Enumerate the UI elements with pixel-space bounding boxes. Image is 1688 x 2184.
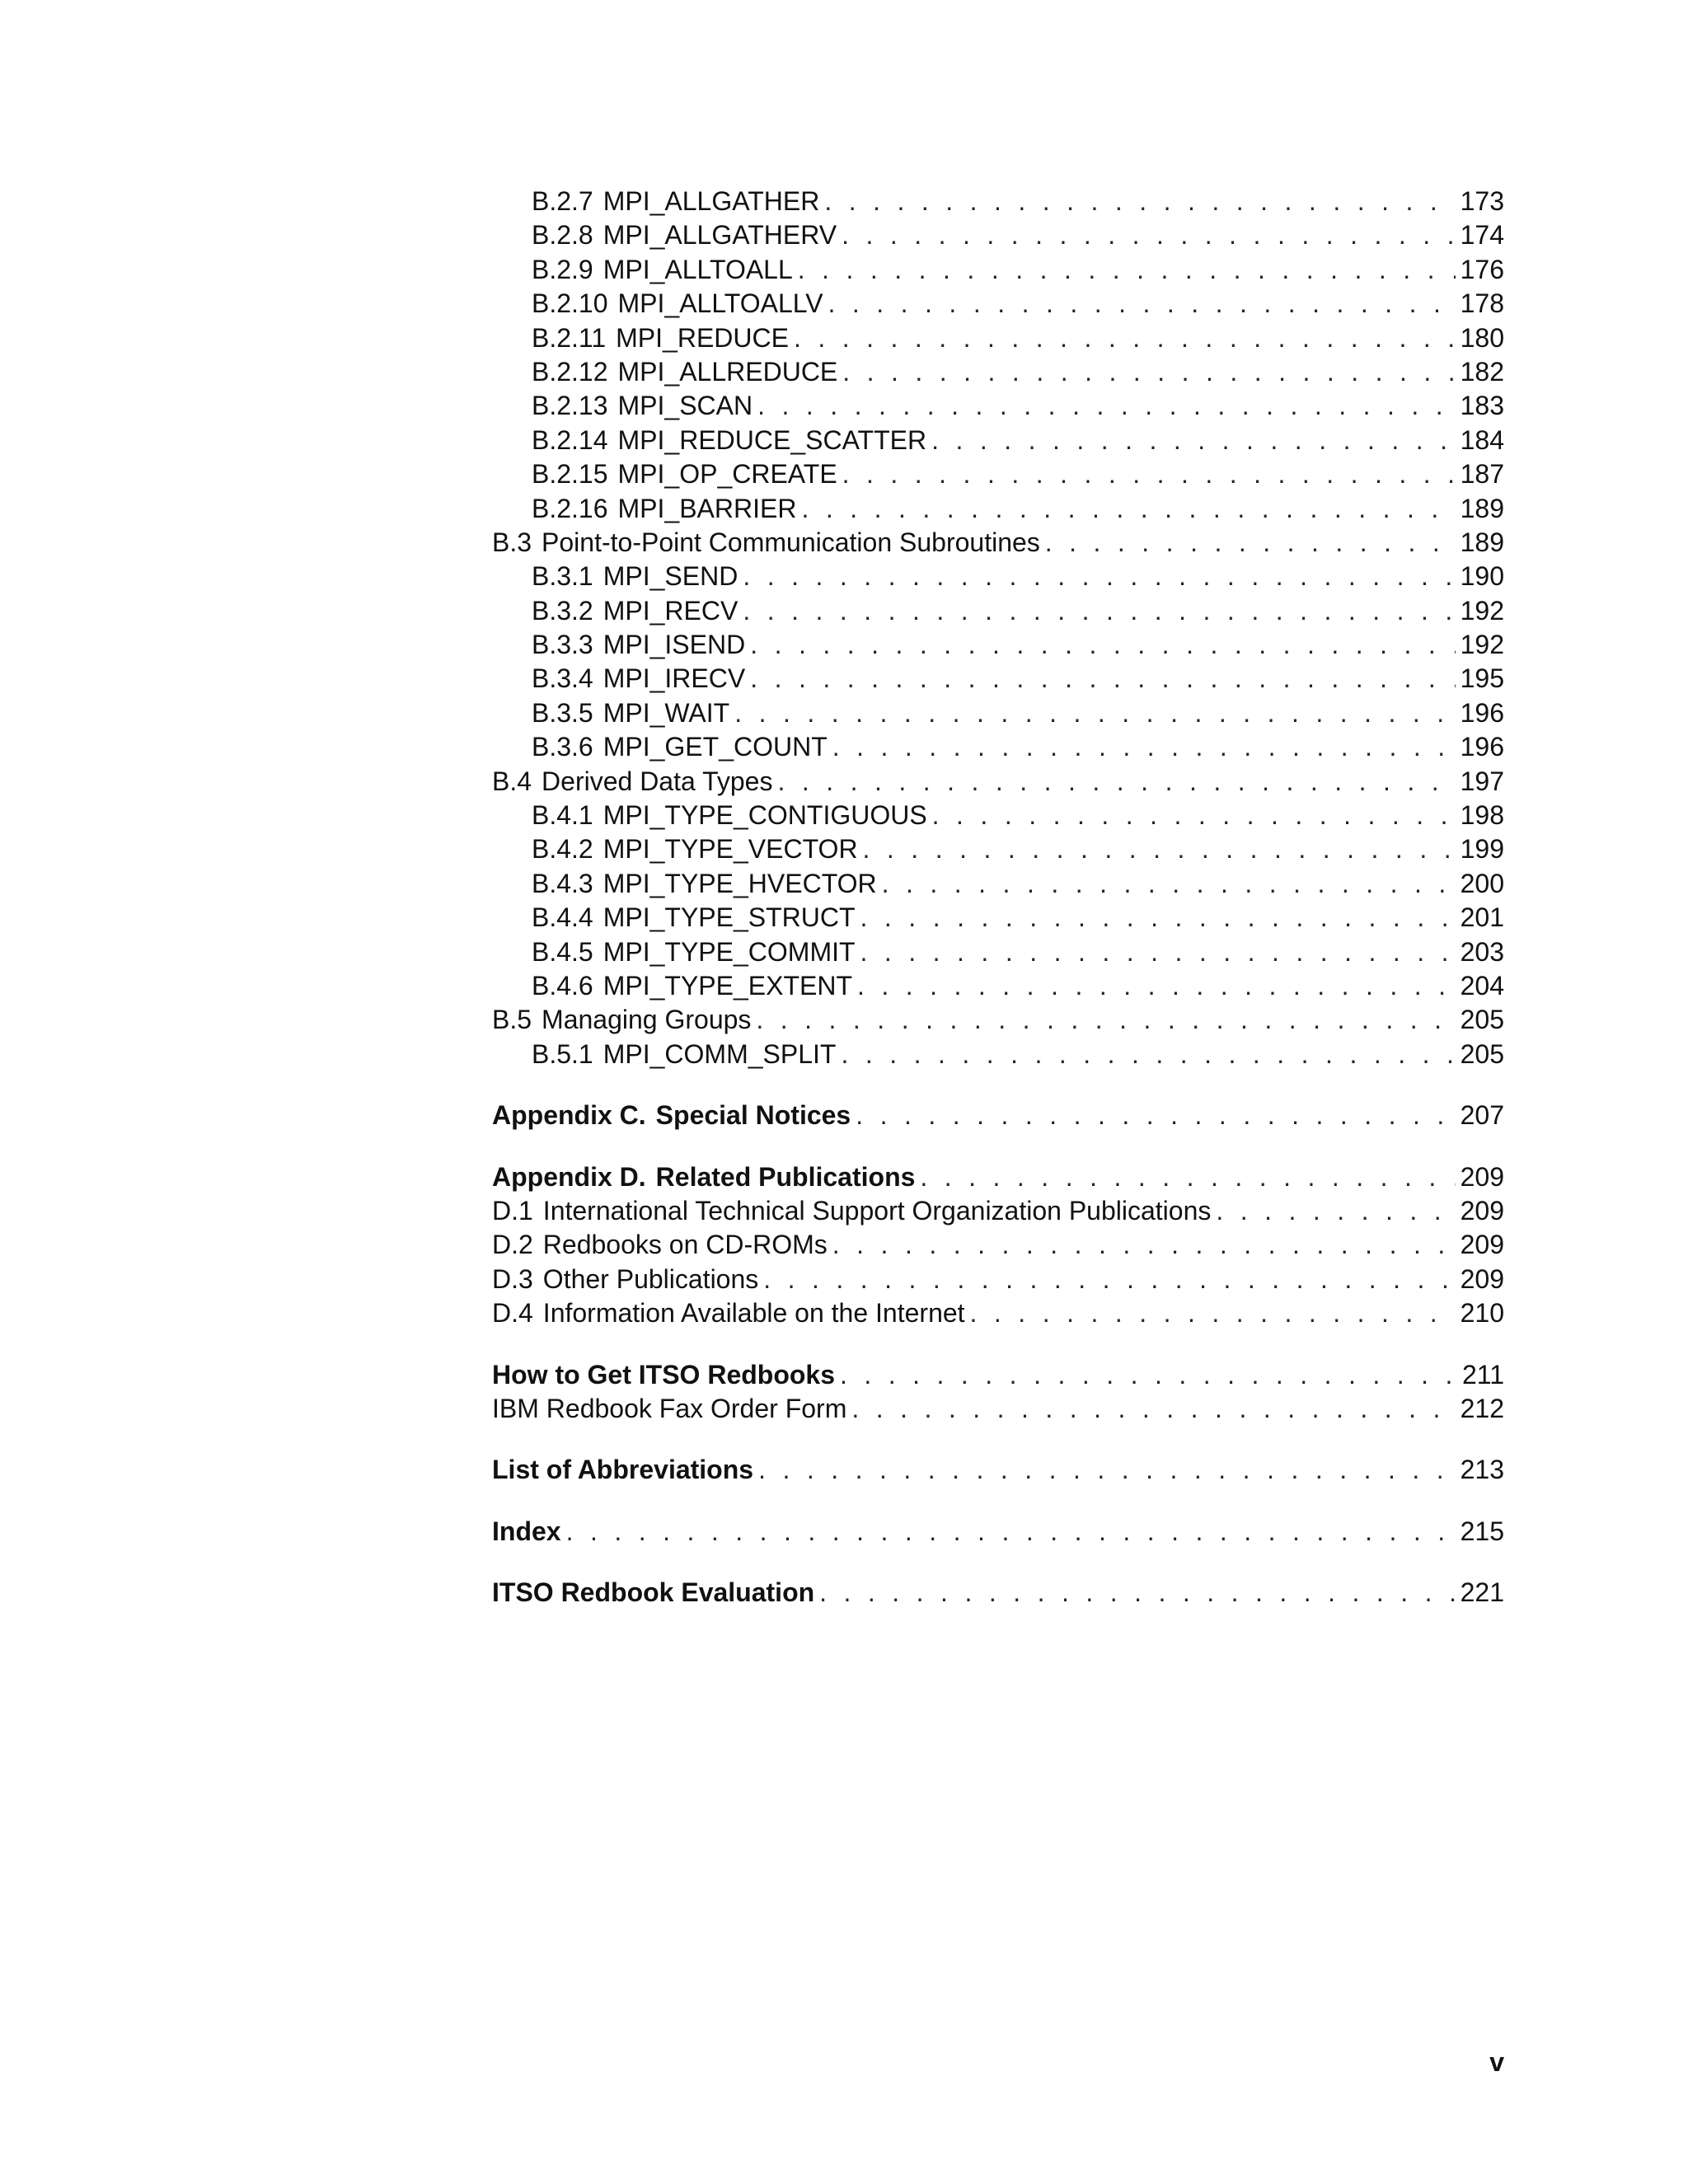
toc-entry-number: B.2.16 xyxy=(532,493,608,523)
toc-entry-title: MPI_TYPE_VECTOR xyxy=(603,834,858,865)
dot-leader xyxy=(756,1003,1455,1037)
toc-entry[interactable] xyxy=(492,218,1504,252)
toc-entry-number: B.3.2 xyxy=(532,595,593,626)
toc-entry[interactable] xyxy=(492,253,1504,287)
dot-leader xyxy=(832,1228,1456,1262)
toc-entry-title: MPI_SCAN xyxy=(617,391,753,421)
toc-entry[interactable] xyxy=(492,730,1504,764)
toc-entry-title: Derived Data Types xyxy=(542,766,773,796)
toc-entry-title: How to Get ITSO Redbooks xyxy=(492,1359,836,1390)
toc-entry-page: 189 xyxy=(1460,527,1504,557)
toc-entry[interactable] xyxy=(492,287,1504,321)
toc-entry-title: MPI_REDUCE_SCATTER xyxy=(617,424,927,455)
toc-entry-number: B.3.3 xyxy=(532,630,593,660)
toc-entry-page: 176 xyxy=(1460,254,1504,284)
dot-leader xyxy=(832,730,1456,764)
toc-entry-page: 197 xyxy=(1460,766,1504,796)
toc-entry-page: 187 xyxy=(1460,459,1504,490)
toc-entry-page: 183 xyxy=(1460,391,1504,421)
dot-leader xyxy=(863,832,1456,866)
toc-entry-number: B.3.6 xyxy=(532,732,593,762)
dot-leader xyxy=(970,1296,1456,1330)
toc-entry[interactable] xyxy=(492,1576,1504,1610)
toc-entry[interactable] xyxy=(492,1263,1504,1296)
toc-entry-page: 180 xyxy=(1460,322,1504,353)
toc-entry-title: Related Publications xyxy=(655,1161,916,1192)
toc-entry[interactable] xyxy=(492,799,1504,832)
dot-leader xyxy=(566,1515,1456,1549)
dot-leader xyxy=(860,901,1456,935)
toc-entry-title: Other Publications xyxy=(542,1263,759,1294)
toc-entry-page: 178 xyxy=(1460,288,1504,319)
toc-entry-page: 182 xyxy=(1460,356,1504,387)
dot-leader xyxy=(1045,526,1456,560)
toc-entry[interactable] xyxy=(492,1099,1504,1132)
toc-entry-title: MPI_TYPE_COMMIT xyxy=(603,936,856,967)
dot-leader xyxy=(920,1160,1455,1194)
toc-entry-number: B.5 xyxy=(492,1005,532,1035)
toc-entry[interactable] xyxy=(492,765,1504,799)
toc-entry-title: Special Notices xyxy=(655,1100,851,1131)
toc-entry-number: Appendix D. xyxy=(492,1161,646,1192)
toc-entry[interactable] xyxy=(492,1003,1504,1037)
dot-leader xyxy=(757,389,1456,423)
toc-entry-number: B.2.11 xyxy=(532,322,607,353)
dot-leader xyxy=(758,1453,1456,1487)
toc-entry[interactable] xyxy=(492,321,1504,355)
toc-entry-title: MPI_TYPE_CONTIGUOUS xyxy=(603,800,927,831)
toc-entry-title: MPI_OP_CREATE xyxy=(617,459,837,490)
toc-entry-number: D.3 xyxy=(492,1263,533,1294)
toc-entry-page: 221 xyxy=(1460,1577,1504,1608)
dot-leader xyxy=(840,1358,1457,1392)
toc-entry-page: 205 xyxy=(1460,1038,1504,1069)
toc-entry[interactable] xyxy=(492,1160,1504,1194)
toc-entry-title: MPI_IRECV xyxy=(603,663,746,694)
toc-entry-number: B.2.15 xyxy=(532,459,608,490)
toc-entry-page: 173 xyxy=(1460,186,1504,216)
toc-entry[interactable] xyxy=(492,492,1504,526)
toc-entry-page: 210 xyxy=(1460,1298,1504,1329)
toc-entry-page: 189 xyxy=(1460,493,1504,523)
toc-entry-number: B.4.6 xyxy=(532,970,593,1001)
dot-leader xyxy=(857,969,1456,1003)
dot-leader xyxy=(856,1099,1455,1132)
toc-entry[interactable] xyxy=(492,696,1504,730)
toc-entry[interactable] xyxy=(492,1228,1504,1262)
toc-entry[interactable] xyxy=(492,935,1504,969)
toc-entry-number: B.2.14 xyxy=(532,424,608,455)
dot-leader xyxy=(842,457,1456,491)
dot-leader xyxy=(743,594,1455,628)
toc-entry-page: 174 xyxy=(1460,220,1504,251)
toc-entry[interactable] xyxy=(492,457,1504,491)
toc-entry[interactable] xyxy=(492,1358,1504,1392)
dot-leader xyxy=(1216,1194,1455,1228)
toc-entry-number: B.2.9 xyxy=(532,254,593,284)
toc-entry-number: B.4.2 xyxy=(532,834,593,865)
toc-entry-page: 205 xyxy=(1460,1005,1504,1035)
toc-entry-title: MPI_TYPE_EXTENT xyxy=(603,970,853,1001)
dot-leader xyxy=(828,287,1456,321)
toc-entry-page: 200 xyxy=(1460,868,1504,898)
toc-entry-title: List of Abbreviations xyxy=(492,1455,754,1485)
toc-entry-title: MPI_WAIT xyxy=(603,697,730,728)
toc-entry-title: MPI_BARRIER xyxy=(617,493,797,523)
toc-entry-number: B.4.5 xyxy=(532,936,593,967)
toc-entry-title: MPI_TYPE_STRUCT xyxy=(603,902,856,933)
toc-entry[interactable] xyxy=(492,969,1504,1003)
toc-entry-number: B.4 xyxy=(492,766,532,796)
toc-entry-page: 215 xyxy=(1460,1516,1504,1546)
toc-entry-number: D.1 xyxy=(492,1195,533,1226)
toc-entry-page: 192 xyxy=(1460,595,1504,626)
toc-entry-title: Index xyxy=(492,1516,561,1546)
toc-entry[interactable] xyxy=(492,1453,1504,1487)
toc-entry[interactable] xyxy=(492,832,1504,866)
dot-leader xyxy=(842,355,1455,389)
dot-leader xyxy=(794,321,1456,355)
dot-leader xyxy=(841,1038,1455,1071)
toc-entry[interactable] xyxy=(492,1515,1504,1549)
toc-entry-number: B.2.7 xyxy=(532,186,593,216)
toc-entry-number: B.2.12 xyxy=(532,356,608,387)
toc-entry-title: MPI_SEND xyxy=(603,561,738,592)
toc-entry-number: B.3.5 xyxy=(532,697,593,728)
toc-entry-title: Point-to-Point Communication Subroutines xyxy=(542,527,1040,557)
toc-entry-number: B.3.1 xyxy=(532,561,593,592)
toc-entry[interactable] xyxy=(492,424,1504,457)
dot-leader xyxy=(798,253,1456,287)
toc-entry[interactable] xyxy=(492,560,1504,593)
toc-entry-page: 209 xyxy=(1460,1161,1504,1192)
toc-entry[interactable] xyxy=(492,594,1504,628)
toc-entry[interactable] xyxy=(492,389,1504,423)
toc-entry-page: 196 xyxy=(1460,732,1504,762)
dot-leader xyxy=(819,1576,1455,1610)
toc-entry[interactable] xyxy=(492,662,1504,696)
toc-entry[interactable] xyxy=(492,1392,1504,1426)
toc-entry-title: MPI_ALLREDUCE xyxy=(617,356,838,387)
dot-leader xyxy=(801,492,1455,526)
dot-leader xyxy=(842,218,1456,252)
toc-entry-title: IBM Redbook Fax Order Form xyxy=(492,1393,847,1423)
toc-entry-title: MPI_ALLGATHER xyxy=(603,186,820,216)
toc-entry-number: D.2 xyxy=(492,1230,533,1260)
dot-leader xyxy=(932,799,1456,832)
toc-entry-title: MPI_TYPE_HVECTOR xyxy=(603,868,877,898)
toc-entry[interactable] xyxy=(492,628,1504,662)
toc-entry-page: 195 xyxy=(1460,663,1504,694)
toc-entry[interactable] xyxy=(492,867,1504,901)
toc-entry-page: 198 xyxy=(1460,800,1504,831)
toc-entry-page: 211 xyxy=(1461,1359,1504,1390)
toc-entry-number: Appendix C. xyxy=(492,1100,646,1131)
toc-entry-number: B.2.13 xyxy=(532,391,608,421)
dot-leader xyxy=(824,185,1455,218)
toc-entry-title: Information Available on the Internet xyxy=(542,1298,965,1329)
toc-entry-page: 184 xyxy=(1460,424,1504,455)
toc-entry-title: MPI_COMM_SPLIT xyxy=(603,1038,837,1069)
toc-entry-number: B.2.8 xyxy=(532,220,593,251)
toc-entry-page: 199 xyxy=(1460,834,1504,865)
toc-entry-page: 213 xyxy=(1460,1455,1504,1485)
toc-entry-page: 190 xyxy=(1460,561,1504,592)
toc-entry-page: 209 xyxy=(1460,1195,1504,1226)
page-number: v xyxy=(1489,2047,1504,2077)
toc-entry-number: B.5.1 xyxy=(532,1038,593,1069)
dot-leader xyxy=(743,560,1455,593)
toc-entry-title: Managing Groups xyxy=(542,1005,752,1035)
dot-leader xyxy=(931,424,1456,457)
toc-entry-page: 204 xyxy=(1460,970,1504,1001)
toc-entry-number: D.4 xyxy=(492,1298,533,1329)
dot-leader xyxy=(734,696,1455,730)
toc-entry-page: 203 xyxy=(1460,936,1504,967)
toc-entry[interactable] xyxy=(492,1038,1504,1071)
toc-entry-title: Redbooks on CD-ROMs xyxy=(542,1230,828,1260)
toc-entry[interactable] xyxy=(492,1296,1504,1330)
toc-entry-title: MPI_ISEND xyxy=(603,630,746,660)
toc-entry[interactable] xyxy=(492,901,1504,935)
toc-entry-number: B.3 xyxy=(492,527,532,557)
dot-leader xyxy=(763,1263,1455,1296)
toc-entry-title: MPI_ALLGATHERV xyxy=(603,220,837,251)
toc-entry[interactable] xyxy=(492,526,1504,560)
toc-entry-page: 207 xyxy=(1460,1100,1504,1131)
toc-entry-title: MPI_ALLTOALL xyxy=(603,254,793,284)
toc-entry-number: B.4.3 xyxy=(532,868,593,898)
dot-leader xyxy=(882,867,1456,901)
toc-entry-title: MPI_REDUCE xyxy=(616,322,789,353)
toc-entry-page: 209 xyxy=(1460,1230,1504,1260)
toc-entry[interactable] xyxy=(492,185,1504,218)
toc-entry-page: 192 xyxy=(1460,630,1504,660)
dot-leader xyxy=(851,1392,1455,1426)
dot-leader xyxy=(750,628,1455,662)
toc-entry-page: 212 xyxy=(1460,1393,1504,1423)
toc-entry[interactable] xyxy=(492,355,1504,389)
toc-entry-title: MPI_GET_COUNT xyxy=(603,732,828,762)
toc-entry-number: B.3.4 xyxy=(532,663,593,694)
toc-entry-title: ITSO Redbook Evaluation xyxy=(492,1577,815,1608)
toc-entry-number: B.2.10 xyxy=(532,288,608,319)
dot-leader xyxy=(750,662,1455,696)
toc-entry[interactable] xyxy=(492,1194,1504,1228)
table-of-contents xyxy=(492,185,1504,1610)
toc-entry-page: 196 xyxy=(1460,697,1504,728)
toc-entry-page: 201 xyxy=(1460,902,1504,933)
toc-entry-title: MPI_RECV xyxy=(603,595,738,626)
toc-entry-title: International Technical Support Organization Publications xyxy=(542,1195,1212,1226)
toc-entry-number: B.4.4 xyxy=(532,902,593,933)
dot-leader xyxy=(777,765,1455,799)
toc-entry-page: 209 xyxy=(1460,1263,1504,1294)
toc-entry-title: MPI_ALLTOALLV xyxy=(617,288,823,319)
dot-leader xyxy=(860,935,1456,969)
toc-entry-number: B.4.1 xyxy=(532,800,593,831)
